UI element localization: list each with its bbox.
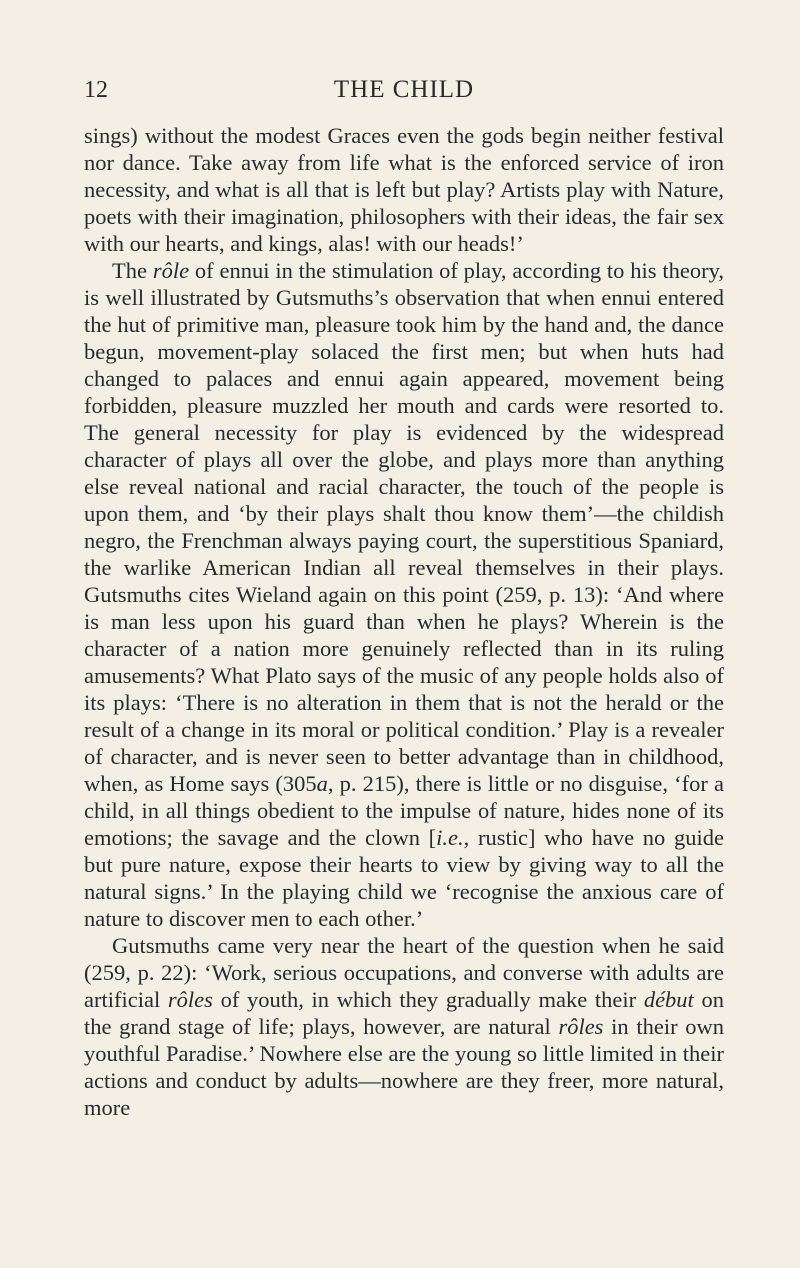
page-header	[84, 74, 724, 106]
text-segment-italic: rôles	[167, 987, 213, 1012]
text-segment: of youth, in which they gradually make their	[212, 987, 644, 1012]
page-number: 12	[84, 77, 108, 103]
text-segment-italic: rôle	[152, 258, 190, 283]
text-segment-italic: i.e.	[436, 825, 464, 850]
text-segment: in their own youthful Paradise.’ Nowhere else are the young so little limited in their actions and conduct by adults—nowhere are they freer, more natural, more	[84, 1014, 725, 1120]
text-segment-italic: rôles	[558, 1014, 604, 1039]
text-segment: , p. 215), there is little or no disguise, ‘for a child, in all things obedient to the impulse of nature, hides none of its emotions; the savage and the clown [	[84, 771, 724, 850]
paragraph-1	[84, 122, 724, 257]
text-segment-italic: a	[316, 771, 328, 796]
text-segment: , rustic] who have no guide but pure nature, expose their hearts to view by giving way to all the natural signs.’ In the playing child we ‘recognise the anxious care of nature to discover men to each other.’	[84, 825, 724, 931]
text-segment: Gutsmuths came very near the heart of the question when he said (259, p. 22): ‘Work, serious occupations, and converse with adults are artificial	[84, 933, 724, 1012]
running-head: THE CHILD	[333, 76, 475, 103]
text-segment: The	[112, 258, 153, 283]
paragraph-2	[84, 257, 724, 932]
paragraph-3	[84, 932, 724, 1121]
text-segment: on the grand stage of life; plays, however, are natural	[84, 987, 724, 1039]
text-segment-italic: début	[643, 987, 694, 1012]
text-segment: sings) without the modest Graces even the gods begin neither festival nor dance. Take away from life what is the enforced service of iron necessity, and what is all that is left but play? Artists play with Nature, poets with their imagination, philosophers with their ideas, the fair sex with our hearts, and kings, alas! with our heads!’	[84, 123, 724, 256]
body-text	[84, 122, 724, 1121]
text-segment: of ennui in the stimulation of play, according to his theory, is well illustrated by Gutsmuths’s observation that when ennui entered the hut of primitive man, pleasure took him by the hand and, the dance begun, movement-play solaced the first men; but when huts had changed to palaces and ennui again appeared, movement being forbidden, pleasure muzzled her mouth and cards were resorted to. The general necessity for play is evidenced by the widespread character of plays all over the globe, and plays more than anything else reveal national and racial character, the touch of the people is upon them, and ‘by their plays shalt thou know them’—the childish negro, the Frenchman always paying court, the superstitious Spaniard, the warlike American Indian all reveal themselves in their plays. Gutsmuths cites Wieland again on this point (259, p. 13): ‘And where is man less upon his guard than when he plays? Wherein is the character of a nation more genuinely reflected than in its ruling amusements? What Plato says of the music of any people holds also of its plays: ‘There is no alteration in them that is not the herald or the result of a change in its moral or political condition.’ Play is a revealer of character, and is never seen to better advantage than in childhood, when, as Home says (305	[84, 258, 724, 796]
